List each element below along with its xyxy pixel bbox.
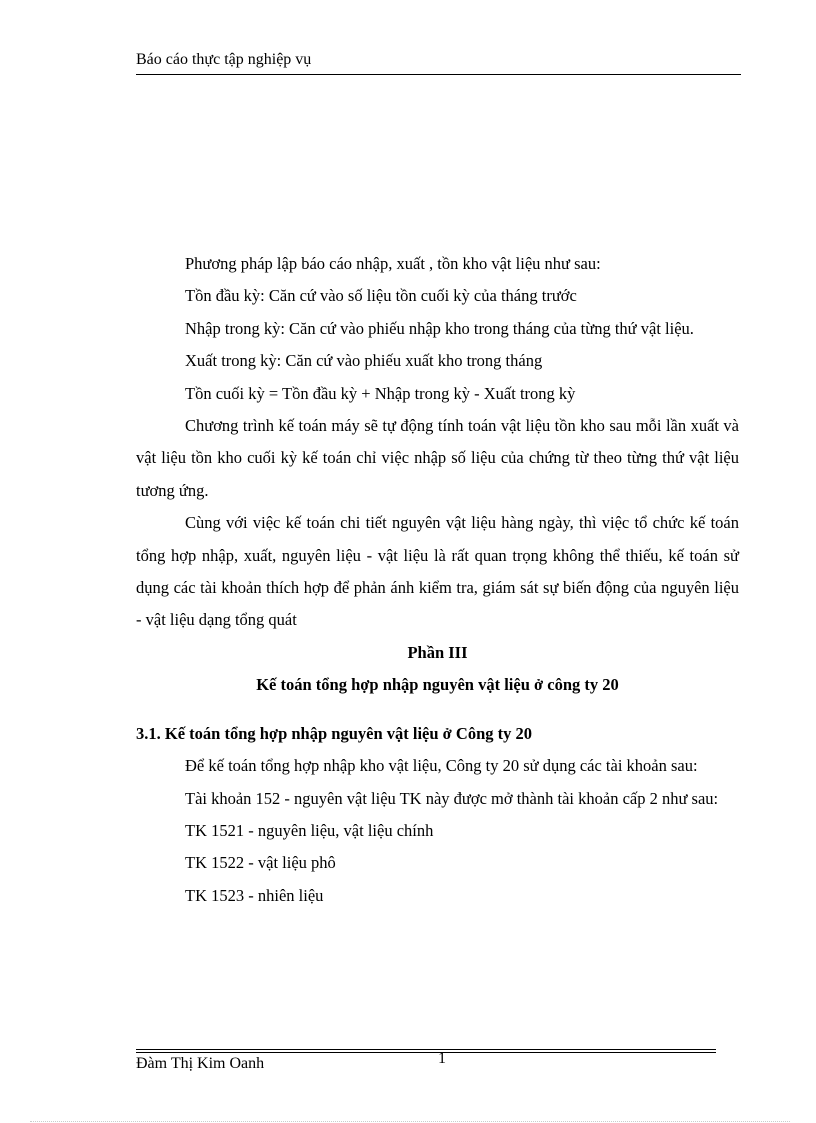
paragraph-formula: Tồn cuối kỳ = Tồn đầu kỳ + Nhập trong kỳ - Xuất trong kỳ <box>185 383 576 403</box>
page-edge-divider <box>30 1121 790 1122</box>
page-number: 1 <box>438 1050 446 1067</box>
document-body <box>136 248 739 912</box>
part-subtitle: Kế toán tổng hợp nhập nguyên vật liệu ở công ty 20 <box>256 675 619 695</box>
paragraph-receipts: Nhập trong kỳ: Căn cứ vào phiếu nhập kho trong tháng của từng thứ vật liệu. <box>185 318 694 338</box>
account-item: TK 1521 - nguyên liệu, vật liệu chính <box>185 820 434 840</box>
section-heading: 3.1. Kế toán tổng hợp nhập nguyên vật liệu ở Công ty 20 <box>136 723 533 743</box>
paragraph-general-accounting: Cùng với việc kế toán chi tiết nguyên vật liệu hàng ngày, thì việc tổ chức kế toán tổng hợp nhập, xuất, nguyên liệu - vật liệu là rất quan trọng không thể thiếu, kế toán sử dụng các tài khoản thích hợp để phản ánh kiểm tra, giám sát sự biến động của nguyên liệu - vật liệu dạng tổng quát <box>136 513 739 630</box>
footer-rule <box>136 1049 716 1050</box>
account-item: TK 1523 - nhiên liệu <box>185 885 324 905</box>
section-paragraph-tk152: Tài khoản 152 - nguyên vật liệu TK này được mở thành tài khoản cấp 2 như sau: <box>185 788 719 808</box>
section-paragraph-accounts: Để kế toán tổng hợp nhập kho vật liệu, Công ty 20 sử dụng các tài khoản sau: <box>185 756 698 776</box>
header-title: Báo cáo thực tập nghiệp vụ <box>136 51 312 68</box>
paragraph-software: Chương trình kế toán máy sẽ tự động tính toán vật liệu tồn kho sau mỗi lần xuất và vật liệu tồn kho cuối kỳ kế toán chỉ việc nhập số liệu của chứng từ theo từng thứ vật liệu tương ứng. <box>136 416 739 500</box>
paragraph-opening-stock: Tồn đầu kỳ: Căn cứ vào số liệu tồn cuối kỳ của tháng trước <box>185 286 577 306</box>
part-title: Phần III <box>407 642 468 662</box>
footer-rule <box>136 1052 716 1053</box>
paragraph-method: Phương pháp lập báo cáo nhập, xuất , tồn kho vật liệu như sau: <box>185 254 601 273</box>
account-item: TK 1522 - vật liệu phô <box>185 853 336 873</box>
page-header <box>136 50 741 75</box>
footer-author: Đàm Thị Kim Oanh <box>136 1055 265 1072</box>
paragraph-issues: Xuất trong kỳ: Căn cứ vào phiếu xuất kho trong tháng <box>185 351 543 371</box>
